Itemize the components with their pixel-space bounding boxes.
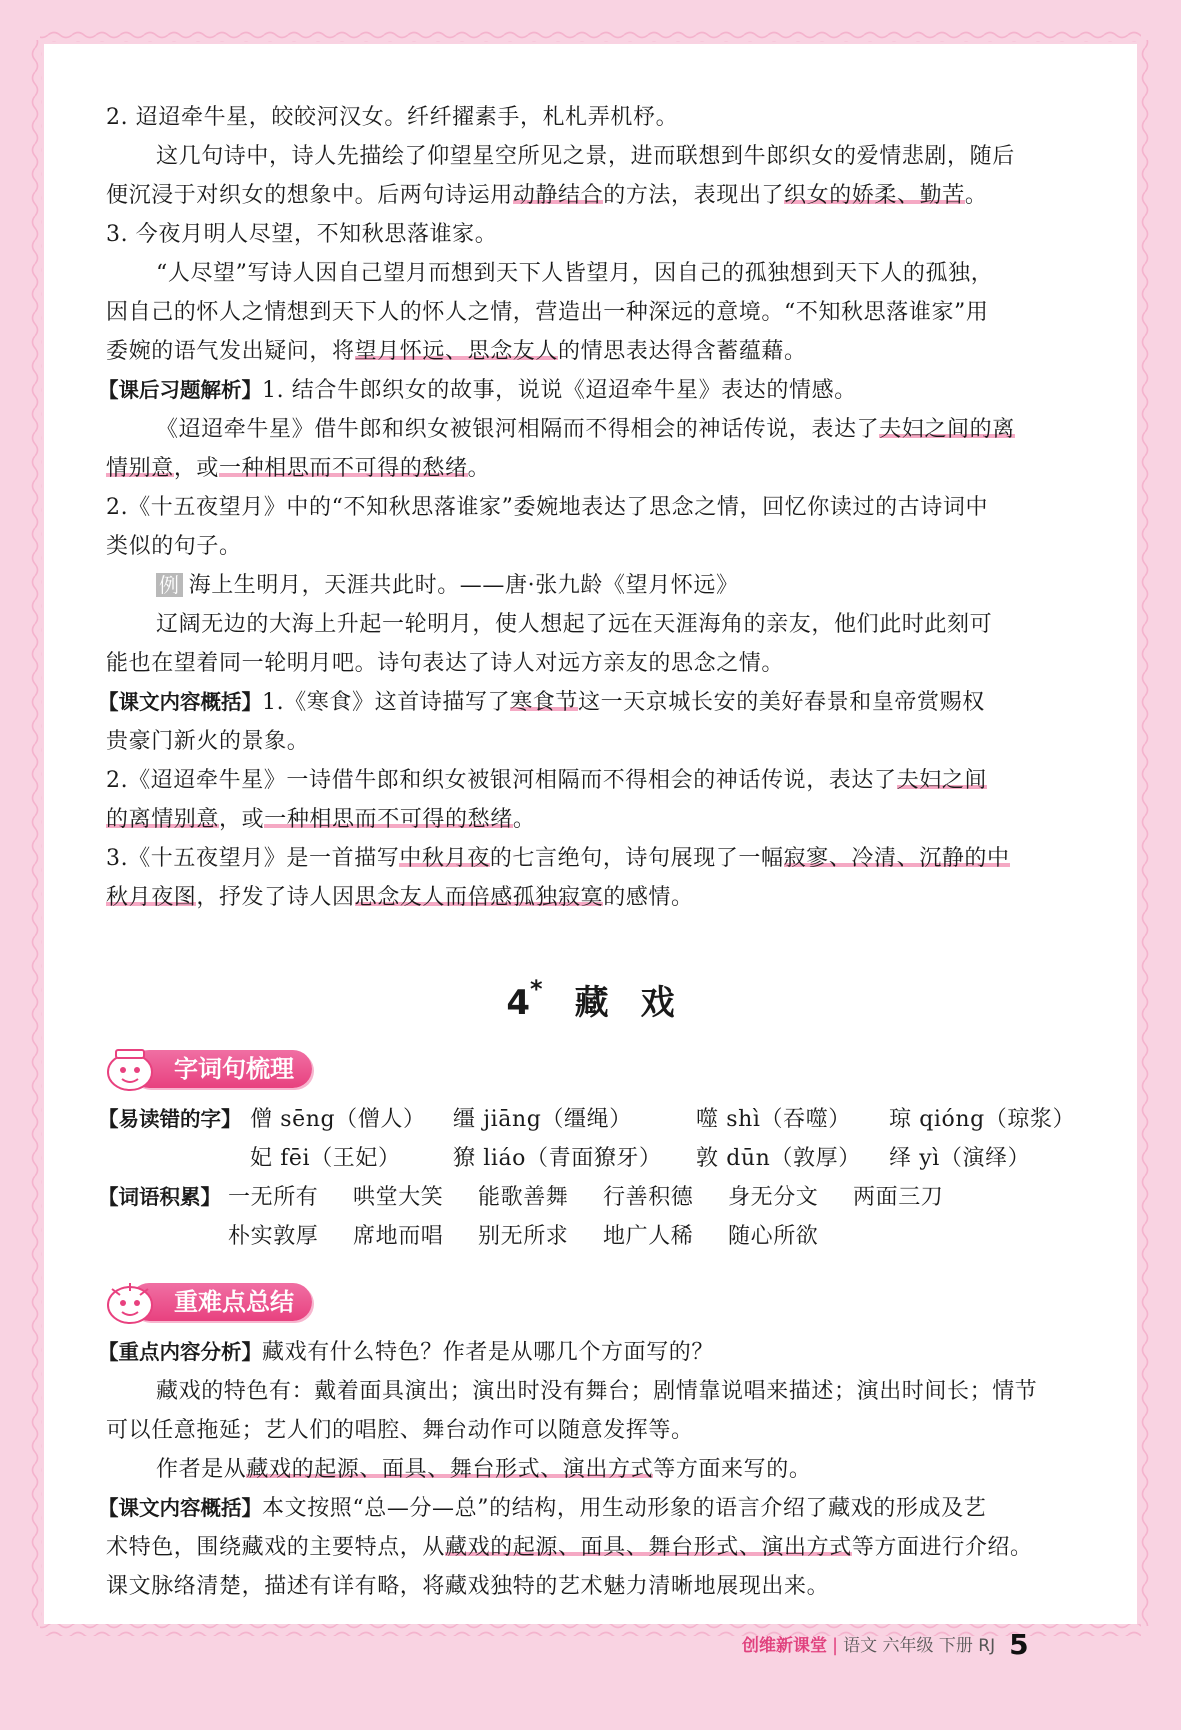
footer-book-info: 语文 六年级 下册 RJ <box>843 1636 996 1656</box>
lesson-title: 4* 藏 戏 <box>506 975 675 1023</box>
content-summary-line: 课文脉络清楚，描述有详有略，将藏戏独特的艺术魅力清晰地展现出来。 <box>106 1574 830 1599</box>
highlight: 情别意 <box>106 456 174 481</box>
summary-line: 2.《迢迢牵牛星》一诗借牛郎和织女被银河相隔而不得相会的神话传说，表达了夫妇之间 <box>106 768 987 793</box>
key-question: 【重点内容分析】藏戏有什么特色？作者是从哪几个方面写的？ <box>98 1340 715 1365</box>
answer-line: 能也在望着同一轮明月吧。诗句表达了诗人对远方亲友的思念之情。 <box>106 651 785 676</box>
footer-separator: | <box>832 1635 839 1656</box>
section-tag: 【易读错的字】 <box>98 1107 242 1131</box>
highlight: 寂寥、冷清、沉静的中 <box>783 846 1010 871</box>
vocab-word: 行善积德 <box>603 1185 694 1210</box>
hard-char: 僧 sēng（僧人） <box>250 1107 426 1132</box>
hard-char: 琼 qióng（琼浆） <box>889 1107 1076 1132</box>
analysis-line: “人尽望”写诗人因自己望月而想到天下人皆望月，因自己的孤独想到天下人的孤独， <box>156 261 994 286</box>
highlight: 夫妇之间的离 <box>879 417 1015 442</box>
key-answer-line: 可以任意拖延；艺人们的唱腔、舞台动作可以随意发挥等。 <box>106 1418 694 1443</box>
poem-line-2: 2. 迢迢牵牛星，皎皎河汉女。纤纤擢素手，札札弄机杼。 <box>106 105 679 130</box>
hard-char: 妃 fēi（王妃） <box>250 1146 401 1171</box>
section-tag: 【重点内容分析】 <box>98 1340 262 1364</box>
summary-line: 秋月夜图，抒发了诗人因思念友人而倍感孤独寂寞的感情。 <box>106 885 694 910</box>
vocab-row <box>98 1178 221 1217</box>
vocab-word: 一无所有 <box>228 1185 319 1210</box>
summary-line: 贵豪门新火的景象。 <box>106 729 310 754</box>
hard-char: 缰 jiāng（缰绳） <box>453 1107 632 1132</box>
vocab-word: 两面三刀 <box>853 1185 944 1210</box>
banner-title: 重难点总结 <box>130 1283 312 1321</box>
vocab-word: 别无所求 <box>478 1224 569 1249</box>
vocab-word: 哄堂大笑 <box>353 1185 444 1210</box>
content-summary-line: 【课文内容概括】本文按照“总—分—总”的结构，用生动形象的语言介绍了藏戏的形成及艺 <box>98 1496 987 1521</box>
example-badge: 例 <box>156 573 183 597</box>
highlight: 一种相思而不可得的愁绪 <box>219 456 468 481</box>
content-summary-line: 术特色，围绕藏戏的主要特点，从藏戏的起源、面具、舞台形式、演出方式等方面进行介绍。 <box>106 1535 1033 1560</box>
highlight: 中秋月夜 <box>399 846 490 871</box>
answer-line: 辽阔无边的大海上升起一轮明月，使人想起了远在天涯海角的亲友，他们此时此刻可 <box>156 612 993 637</box>
highlight: 思念友人而倍感孤独寂寞 <box>354 885 604 910</box>
section-tag: 【课文内容概括】 <box>98 1496 262 1520</box>
exercise-question-1: 【课后习题解析】1. 结合牛郎织女的故事，说说《迢迢牵牛星》表达的情感。 <box>98 378 857 403</box>
vocab-word: 身无分文 <box>728 1185 819 1210</box>
page-footer <box>742 1625 1029 1665</box>
summary-line: 【课文内容概括】1.《寒食》这首诗描写了寒食节这一天京城长安的美好春景和皇帝赏赐权 <box>98 690 985 715</box>
highlight: 秋月夜图 <box>106 885 197 910</box>
banner-title: 字词句梳理 <box>130 1050 312 1088</box>
vocab-word: 地广人稀 <box>603 1224 694 1249</box>
hard-char: 敦 dūn（敦厚） <box>696 1146 861 1171</box>
highlight: 藏戏的起源、面具、舞台形式、演出方式 <box>445 1535 852 1560</box>
highlight: 藏戏的起源、面具、舞台形式、演出方式 <box>246 1457 654 1482</box>
section-tag: 【课文内容概括】 <box>98 690 262 714</box>
summary-line: 3.《十五夜望月》是一首描写中秋月夜的七言绝句，诗句展现了一幅寂寥、冷清、沉静的中 <box>106 846 1010 871</box>
highlight: 的离情别意 <box>106 807 220 832</box>
answer-line: 情别意，或一种相思而不可得的愁绪。 <box>106 456 491 481</box>
section-tag: 【词语积累】 <box>98 1185 221 1209</box>
key-answer-line: 藏戏的特色有：戴着面具演出；演出时没有舞台；剧情靠说唱来描述；演出时间长；情节 <box>156 1379 1038 1404</box>
analysis-line: 便沉浸于对织女的想象中。后两句诗运用动静结合的方法，表现出了织女的娇柔、勤苦。 <box>106 183 988 208</box>
summary-line: 的离情别意，或一种相思而不可得的愁绪。 <box>106 807 536 832</box>
vocab-word: 朴实敦厚 <box>228 1224 319 1249</box>
analysis-line: 这几句诗中，诗人先描绘了仰望星空所见之景，进而联想到牛郎织女的爱情悲剧，随后 <box>156 144 1015 169</box>
key-answer-line: 作者是从藏戏的起源、面具、舞台形式、演出方式等方面来写的。 <box>156 1457 812 1482</box>
vocab-word: 席地而唱 <box>353 1224 444 1249</box>
hard-char: 噬 shì（吞噬） <box>696 1107 851 1132</box>
analysis-line: 委婉的语气发出疑问，将望月怀远、思念友人的情思表达得含蓄蕴藉。 <box>106 339 807 364</box>
highlight: 寒食节 <box>510 690 579 715</box>
page-number: 5 <box>1009 1628 1029 1661</box>
vocab-word: 能歌善舞 <box>478 1185 569 1210</box>
highlight: 动静结合 <box>512 183 604 208</box>
highlight: 织女的娇柔、勤苦 <box>784 183 965 208</box>
poem-line-3: 3. 今夜月明人尽望，不知秋思落谁家。 <box>106 222 498 247</box>
section-tag: 【课后习题解析】 <box>98 378 262 402</box>
mascot-icon <box>102 1046 158 1092</box>
analysis-line: 因自己的怀人之情想到天下人的怀人之情，营造出一种深远的意境。“不知秋思落谁家”用 <box>106 300 989 325</box>
footer-brand: 创维新课堂 <box>742 1636 827 1656</box>
exercise-question-2: 2.《十五夜望月》中的“不知秋思落谁家”委婉地表达了思念之情，回忆你读过的古诗词中 <box>106 495 989 520</box>
example-line: 例 海上生明月，天涯共此时。——唐·张九龄《望月怀远》 <box>156 566 739 605</box>
hard-char: 绎 yì（演绎） <box>889 1146 1031 1171</box>
hard-char: 獠 liáo（青面獠牙） <box>453 1146 662 1171</box>
highlight: 望月怀远、思念友人 <box>354 339 559 364</box>
hard-chars-row <box>98 1100 242 1139</box>
vocab-word: 随心所欲 <box>728 1224 819 1249</box>
highlight: 夫妇之间 <box>896 768 987 793</box>
answer-line: 《迢迢牵牛星》借牛郎和织女被银河相隔而不得相会的神话传说，表达了夫妇之间的离 <box>156 417 1015 442</box>
exercise-question-2-cont: 类似的句子。 <box>106 534 242 559</box>
highlight: 一种相思而不可得的愁绪 <box>264 807 513 832</box>
mascot-icon <box>102 1279 158 1325</box>
